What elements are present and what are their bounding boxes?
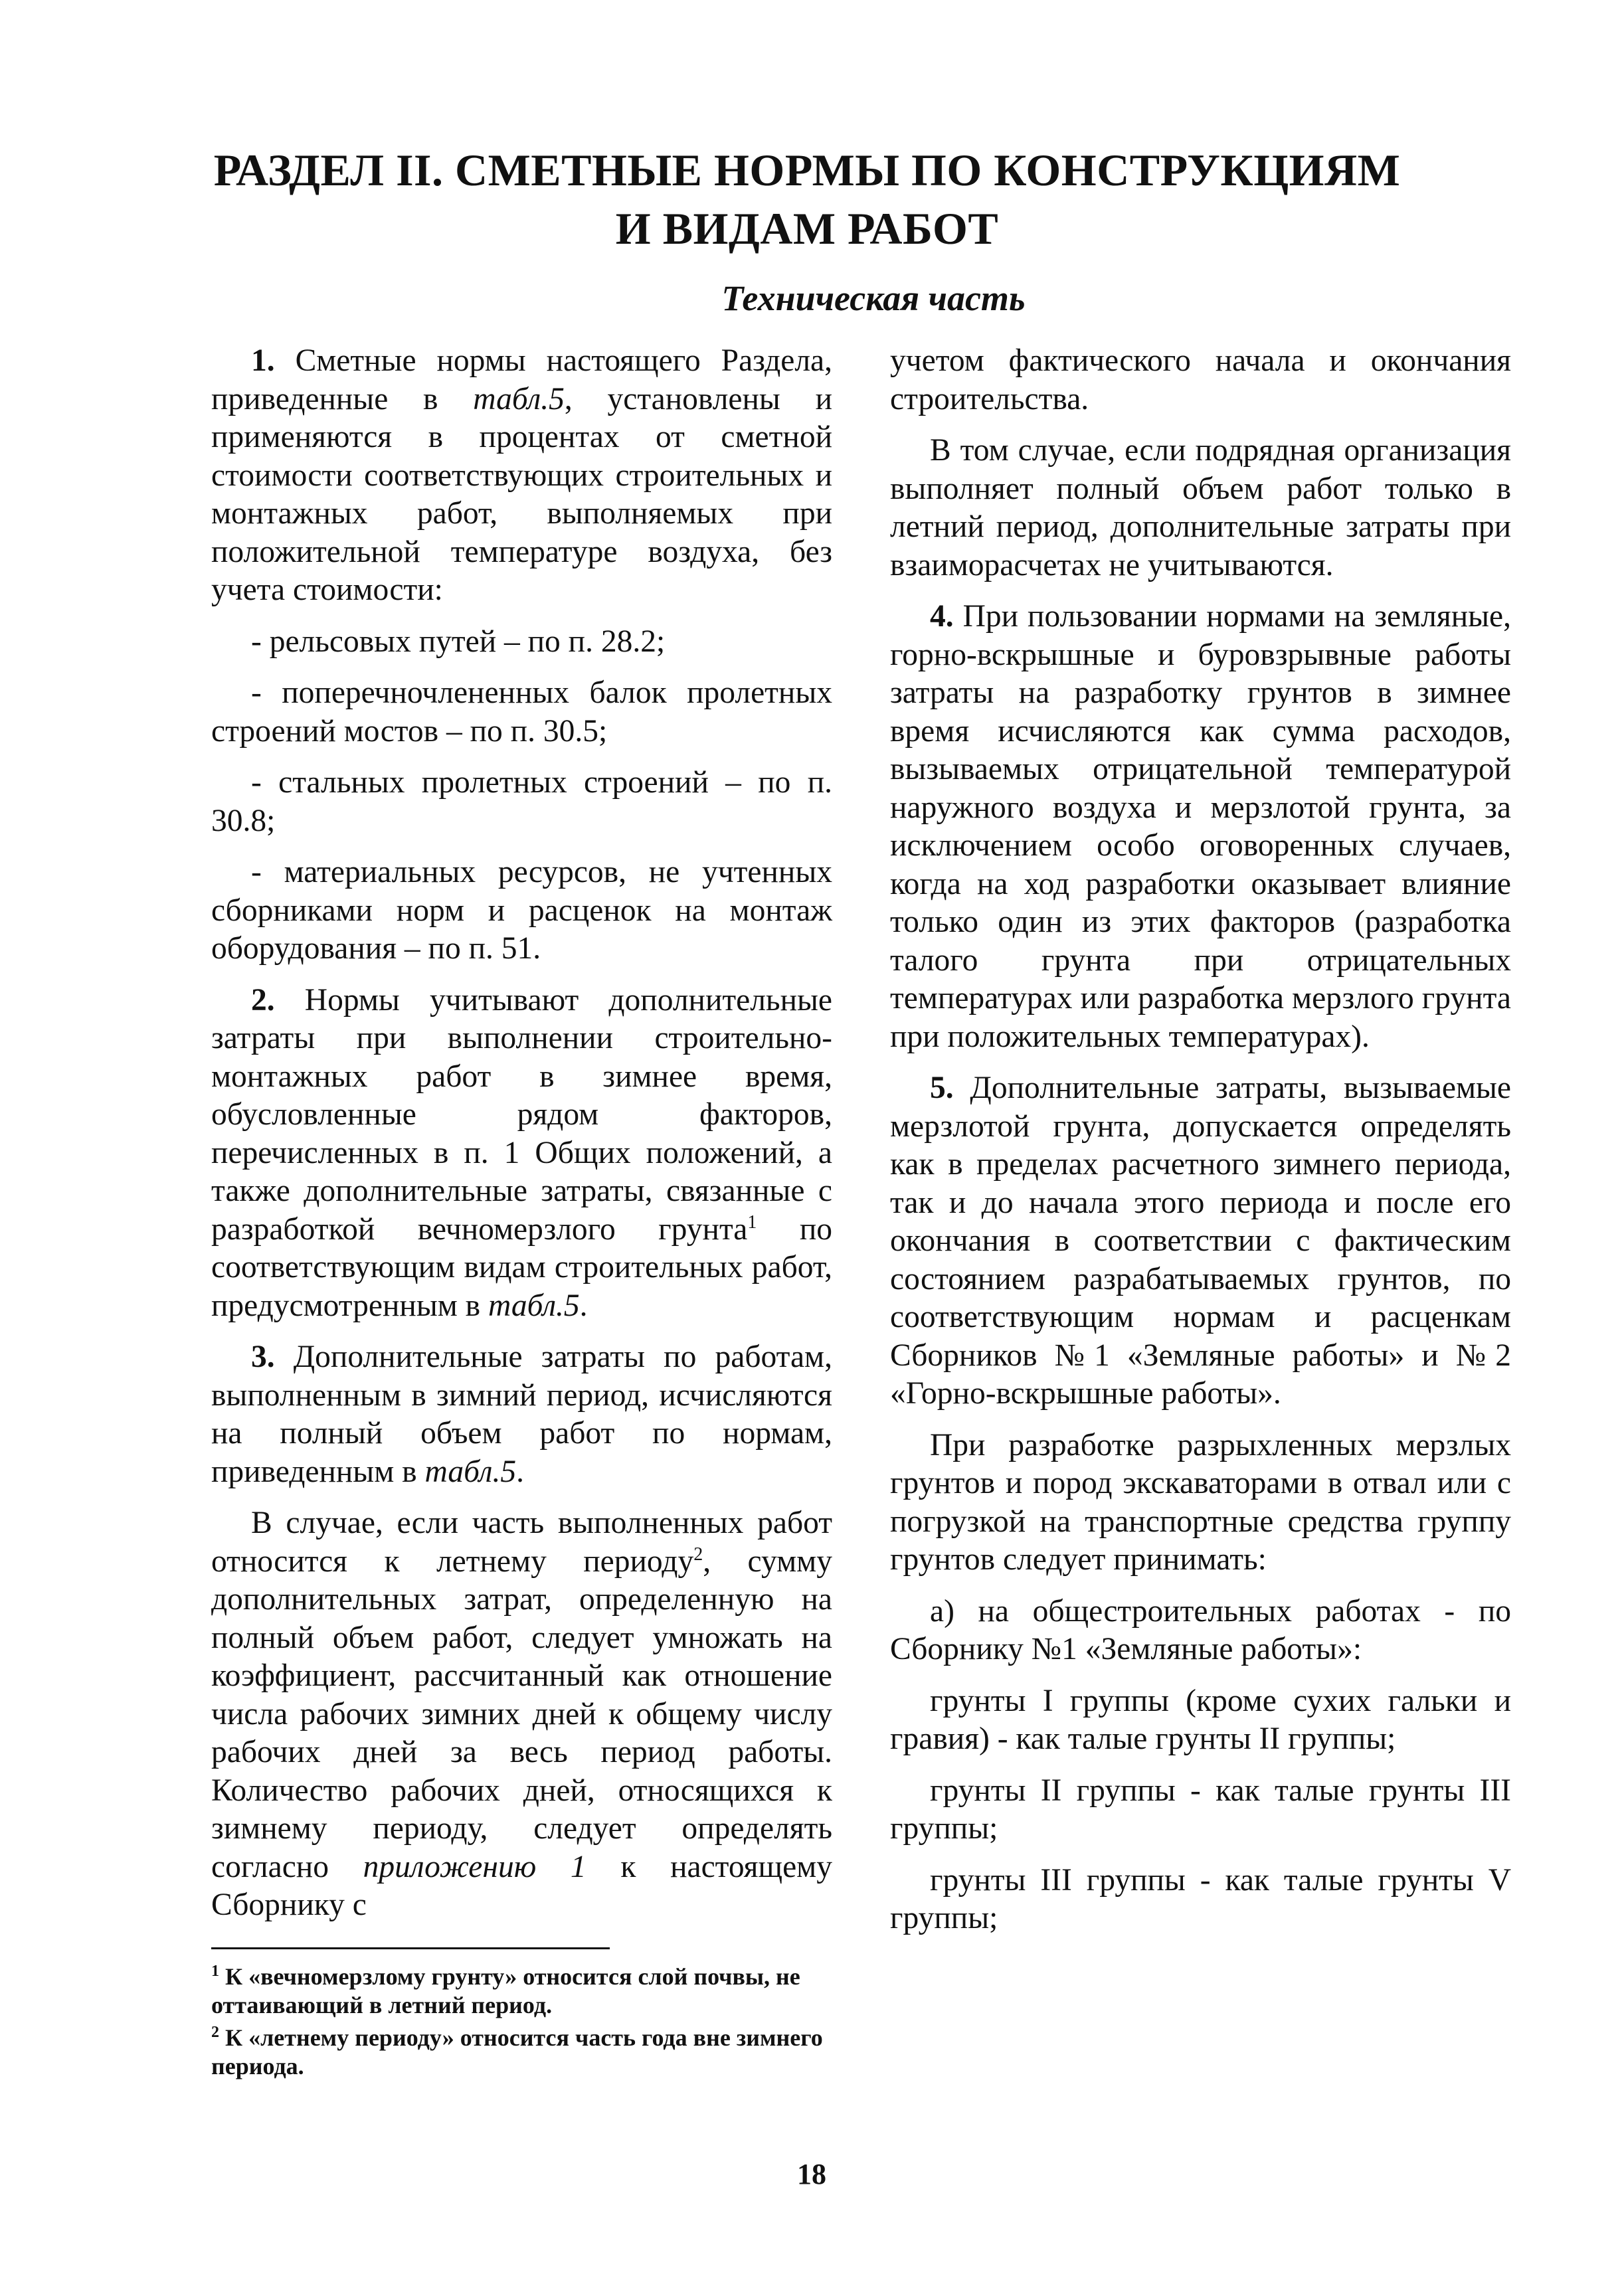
text-run: к настоящему Сборнику с	[211, 1849, 832, 1922]
paragraph-3	[211, 1338, 832, 1491]
paragraph-number: 5.	[930, 1071, 954, 1105]
footnote-2	[211, 2024, 832, 2081]
footnote-text: К «летнему периоду» относится часть года вне зимнего периода.	[211, 2024, 823, 2079]
paragraph-number: 1.	[251, 343, 275, 378]
table-reference: табл.5	[488, 1288, 580, 1323]
paragraph-continuation: учетом фактического начала и окончания строительства.	[890, 343, 1511, 416]
text-run: Нормы учитывают дополнительные затраты при выполнении строительно-монтажных работ в зимнее время, обусловленные рядом факторов, перечисленных в п. 1 Общих положений, а также дополнительные затраты, связанные с разработкой вечномерзлого грунта	[211, 982, 832, 1247]
text-run: При пользовании нормами на земляные, горно-вскрышные и буровзрывные работы затраты на разработку грунтов в зимнее время исчисляются как сумма расходов, вызываемых отрицательной температурой наружного воздуха и мерзлотой грунта, за исключением особо оговоренных случаев, когда на ход разработки оказывает влияние только один из этих факторов (разработка талого грунта при отрицательных температурах или разработка мерзлого грунта при положительных температурах).	[890, 599, 1511, 1054]
paragraph-number: 2.	[251, 982, 275, 1017]
footnote-mark: 2	[211, 2024, 219, 2041]
paragraph-5	[890, 1069, 1511, 1413]
footnote-divider	[211, 1947, 610, 1949]
footnote-ref: 2	[693, 1544, 703, 1565]
text-run: .	[579, 1288, 588, 1323]
text-run: , установлены и применяются в процентах от сметной стоимости соответствующих строительных и монтажных работ, выполняемых при положительной температуре воздуха, без учета стоимости:	[211, 381, 832, 607]
table-reference: табл.5	[424, 1454, 517, 1489]
paragraph-2	[211, 982, 832, 1326]
table-reference: табл.5	[473, 381, 565, 416]
list-item: - рельсовых путей – по п. 28.2;	[251, 624, 666, 659]
paragraph: В том случае, если подрядная организация выполняет полный объем работ только в летний период, дополнительные затраты при взаиморасчетах не учитываются.	[890, 433, 1511, 582]
paragraph: грунты I группы (кроме сухих гальки и гравия) - как талые грунты II группы;	[890, 1683, 1511, 1756]
footnote-ref: 1	[747, 1211, 757, 1233]
page-number: 18	[797, 2158, 826, 2190]
paragraph: а) на общестроительных работах - по Сборнику №1 «Земляные работы»:	[890, 1593, 1511, 1666]
list-item: - стальных пролетных строений – по п. 30.8;	[211, 765, 832, 838]
list-item: - материальных ресурсов, не учтенных сборниками норм и расценок на монтаж оборудования – по п. 51.	[211, 855, 832, 966]
paragraph-number: 4.	[930, 599, 954, 634]
section-subtitle: Техническая часть	[721, 278, 1026, 318]
appendix-reference: приложению 1	[363, 1849, 586, 1884]
footnote-mark: 1	[211, 1963, 219, 1980]
paragraph-4	[211, 1504, 832, 1925]
footnote-text: К «вечномерзлому грунту» относится слой почвы, не оттаивающий в летний период.	[211, 1963, 800, 2018]
section-heading	[199, 141, 1415, 258]
paragraph: грунты II группы - как талые грунты III группы;	[890, 1773, 1511, 1846]
text-run: Сметные нормы настоящего Раздела, приведенные в	[211, 343, 832, 416]
footnote-1	[211, 1963, 832, 2020]
text-run: .	[516, 1454, 524, 1489]
paragraph: грунты III группы - как талые грунты V группы;	[890, 1862, 1511, 1935]
text-run: Дополнительные затраты, вызываемые мерзлотой грунта, допускается определять как в пределах расчетного зимнего периода, так и до начала этого периода и после его окончания в соответствии с фактическим состоянием разрабатываемых грунтов, по соответствующим нормам и расценкам Сборников №1 «Земляные работы» и №2 «Горно-вскрышные работы».	[890, 1071, 1511, 1411]
section-heading-line1: РАЗДЕЛ II. СМЕТНЫЕ НОРМЫ ПО КОНСТРУКЦИЯМ	[213, 145, 1401, 195]
footnotes	[211, 1963, 832, 2085]
paragraph-4	[890, 598, 1511, 1056]
paragraph: При разработке разрыхленных мерзлых грунтов и пород экскаваторами в отвал или с погрузкой на транспортные средства группу грунтов следует принимать:	[890, 1427, 1511, 1577]
paragraph-1	[211, 342, 832, 610]
text-run: по соответствующим видам строительных работ, предусмотренным в	[211, 1211, 833, 1323]
text-run: , сумму дополнительных затрат, определенную на полный объем работ, следует умножать на коэффициент, рассчитанный как отношение числа рабочих зимних дней к общему числу рабочих дней за весь период работы. Количество рабочих дней, относящихся к зимнему периоду, следует определять согласно	[211, 1544, 832, 1884]
list-item: - поперечночлененных балок пролетных строений мостов – по п. 30.5;	[211, 675, 832, 749]
text-run: Дополнительные затраты по работам, выполненным в зимний период, исчисляются на полный объем работ по нормам, приведенным в	[211, 1340, 832, 1489]
text-run: В случае, если часть выполненных работ относится к летнему периоду	[211, 1506, 832, 1579]
right-column	[890, 342, 1511, 1951]
left-column	[211, 342, 832, 1938]
paragraph-number: 3.	[251, 1340, 275, 1374]
section-heading-line2: И ВИДАМ РАБОТ	[615, 203, 999, 254]
